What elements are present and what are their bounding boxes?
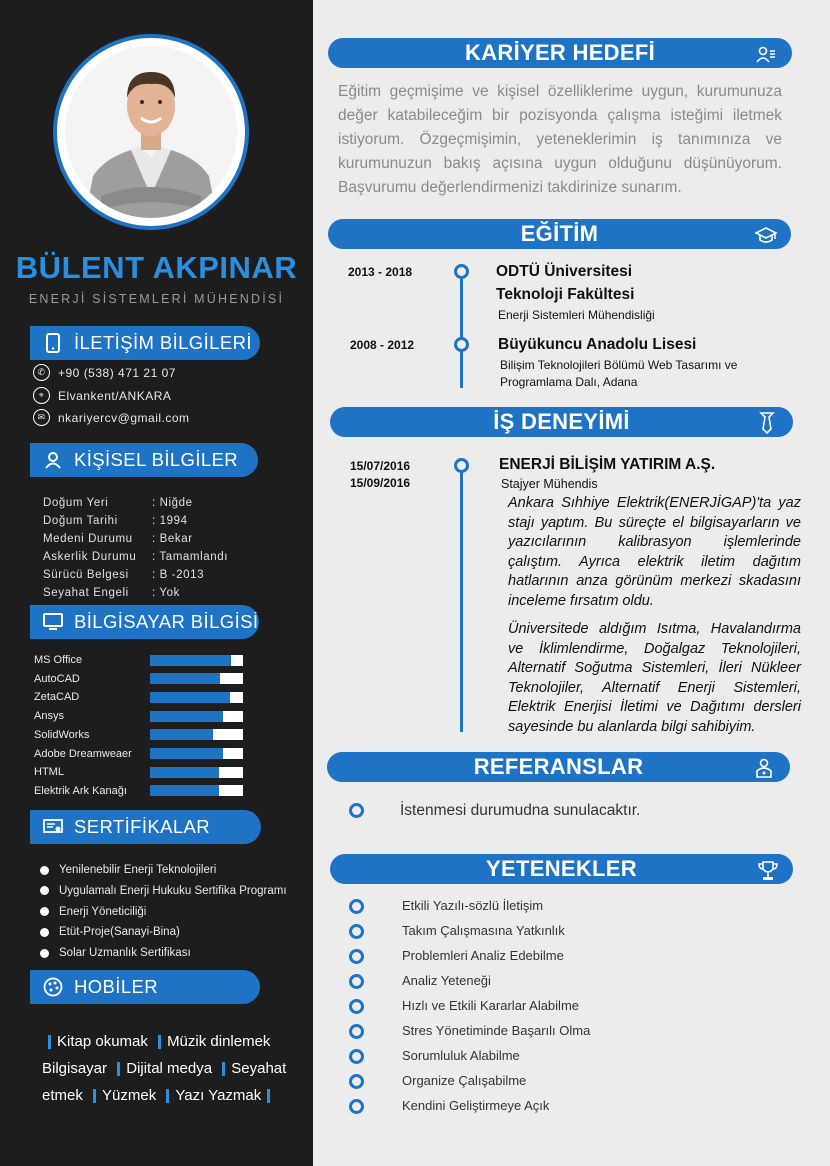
skill-level-bar <box>150 785 243 796</box>
ability-item: Problemleri Analiz Edebilme <box>402 948 564 963</box>
ability-item: Hızlı ve Etkili Kararlar Alabilme <box>402 998 579 1013</box>
skill-level-fill <box>150 767 219 778</box>
profile-photo-frame <box>53 34 249 230</box>
certificate-item: Enerji Yöneticiliği <box>40 906 146 918</box>
skill-level-fill <box>150 785 219 796</box>
skill-level-fill <box>150 673 220 684</box>
ability-item: Kendini Geliştirmeye Açık <box>402 1098 550 1113</box>
computer-skill-row <box>34 729 243 741</box>
phone-call-icon: ✆ <box>33 364 50 381</box>
personal-row: Doğum Tarihi : 1994 <box>43 515 188 527</box>
job-title: ENERJİ SİSTEMLERİ MÜHENDİSİ <box>28 292 285 306</box>
contact-phone: ✆ +90 (538) 471 21 07 <box>33 364 176 381</box>
certificate-item: Solar Uzmanlık Sertifikası <box>40 947 191 959</box>
skill-level-fill <box>150 655 231 666</box>
separator <box>117 1062 120 1076</box>
hobby-item: Bilgisayar <box>42 1060 108 1077</box>
email-icon: ✉ <box>33 409 50 426</box>
bullet-icon <box>40 886 49 895</box>
hobby-item: Kitap okumak <box>57 1033 148 1050</box>
hobby-item: Dijital medya <box>126 1060 213 1077</box>
bullet-icon <box>40 928 49 937</box>
skill-name: SolidWorks <box>34 728 90 741</box>
personal-row: Doğum Yeri : Niğde <box>43 497 193 509</box>
skill-level-fill <box>150 748 223 759</box>
timeline-node <box>454 337 469 352</box>
separator <box>166 1089 169 1103</box>
ability-item: Sorumluluk Alabilme <box>402 1048 520 1063</box>
personal-row: Askerlik Durumu : Tamamlandı <box>43 551 229 563</box>
separator <box>93 1089 96 1103</box>
school-department: Bilişim Teknolojileri Bölümü Web Tasarımı ve Programlama Dalı, Adana <box>500 358 738 389</box>
experience-end: 15/09/2016 <box>350 476 411 490</box>
skill-level-bar <box>150 655 243 666</box>
school-department: Enerji Sistemleri Mühendisliği <box>498 308 655 322</box>
timeline-node <box>454 264 469 279</box>
timeline-node <box>454 458 469 473</box>
hobbies-heading: HOBİLER <box>30 970 260 1004</box>
education-dates: 2008 - 2012 <box>350 338 415 352</box>
graduation-cap-icon <box>755 224 775 244</box>
job-role: Stajyer Mühendis <box>501 477 598 491</box>
education-dates: 2013 - 2018 <box>348 265 413 279</box>
skill-name: ZetaCAD <box>34 691 80 704</box>
skill-level-fill <box>150 711 223 722</box>
company-name: ENERJİ BİLİŞİM YATIRIM A.Ş. <box>499 456 716 473</box>
palette-icon <box>42 976 64 998</box>
contact-email[interactable]: ✉ nkariyercv@gmail.com <box>33 409 190 426</box>
computer-skill-row <box>34 654 243 666</box>
contact-heading: İLETİŞİM BİLGİLERİ <box>30 326 260 360</box>
ability-bullet <box>349 974 364 989</box>
ability-bullet <box>349 1024 364 1039</box>
location-pin-icon: ⌖ <box>33 387 50 404</box>
contact-address: ⌖ Elvankent/ANKARA <box>33 387 171 404</box>
separator <box>222 1062 225 1076</box>
ability-item: Takım Çalışmasına Yatkınlık <box>402 923 565 938</box>
experience-timeline <box>460 462 463 732</box>
ability-bullet <box>349 1074 364 1089</box>
education-heading: EĞİTİM <box>328 219 791 249</box>
necktie-icon <box>757 412 777 432</box>
skill-level-fill <box>150 692 230 703</box>
hobby-item: Müzik dinlemek <box>167 1033 271 1050</box>
skill-level-bar <box>150 692 243 703</box>
reference-person-icon <box>754 757 774 777</box>
computer-skill-row <box>34 673 243 685</box>
reference-bullet <box>349 803 364 818</box>
bullet-icon <box>40 949 49 958</box>
skill-level-bar <box>150 748 243 759</box>
ability-bullet <box>349 924 364 939</box>
skill-name: Ansys <box>34 710 64 723</box>
hobby-item: Yüzmek <box>102 1087 157 1104</box>
experience-paragraph: Ankara Sıhhiye Elektrik(ENERJİGAP)'ta yaz stajı yaptım. Bu süreçte el bilgisayarların ve yazıcılarının kalibrasyon işlemlerinde çalıştım. Ayrıca elektrik iletim dağıtım hatlarının anza görünüm merkezi skadasını inceleme fırsatım oldu. <box>508 495 801 609</box>
references-heading: REFERANSLAR <box>327 752 790 782</box>
sidebar <box>0 0 313 1166</box>
user-list-icon <box>756 43 776 63</box>
personal-row: Medeni Durumu : Bekar <box>43 533 193 545</box>
skill-name: AutoCAD <box>34 672 80 685</box>
ability-bullet <box>349 999 364 1014</box>
skill-name: MS Office <box>34 654 83 666</box>
references-text: İstenmesi durumudna sunulacaktır. <box>400 802 641 819</box>
full-name: BÜLENT AKPINAR <box>15 250 298 285</box>
school-faculty: Teknoloji Fakültesi <box>496 286 635 303</box>
certificate-icon <box>42 816 64 838</box>
personal-row: Seyahat Engeli : Yok <box>43 587 180 599</box>
ability-item: Organize Çalışabilme <box>402 1073 527 1088</box>
experience-heading: İŞ DENEYİMİ <box>330 407 793 437</box>
bullet-icon <box>40 866 49 875</box>
experience-start: 15/07/2016 <box>350 459 411 473</box>
skill-level-bar <box>150 729 243 740</box>
computer-skill-row <box>34 748 243 760</box>
skill-name: Elektrik Ark Kanağı <box>34 784 127 797</box>
certificate-item: Etüt-Proje(Sanayi-Bina) <box>40 926 180 938</box>
bullet-icon <box>40 907 49 916</box>
personal-heading: KİŞİSEL BİLGİLER <box>30 443 258 477</box>
objective-text: Eğitim geçmişime ve kişisel özelliklerime uygun, kurumunuza değer katabileceğim bir pozisyonda çalışma isteğimi iletmek istiyorum. Özgeçmişimin, yeteneklerimin iş tanımınıza ve kurumunuzun bakış açısına uygun olduğunu düşünüyorum. Başvurumu değerlendirmenizi takdirinize sunarım. <box>338 83 782 196</box>
skill-level-bar <box>150 673 243 684</box>
objective-heading: KARİYER HEDEFİ <box>328 38 792 68</box>
skill-name: Adobe Dreamweaer <box>34 747 132 760</box>
certificate-item: Yenilenebilir Enerji Teknolojileri <box>40 864 216 876</box>
profile-photo <box>65 46 237 218</box>
education-timeline <box>460 268 463 388</box>
ability-bullet <box>349 1049 364 1064</box>
certificates-heading: SERTİFİKALAR <box>30 810 261 844</box>
ability-bullet <box>349 949 364 964</box>
monitor-icon <box>42 611 64 633</box>
skill-level-bar <box>150 711 243 722</box>
computer-heading: BİLGİSAYAR BİLGİSİ <box>30 605 259 639</box>
separator <box>267 1089 270 1103</box>
skill-level-fill <box>150 729 213 740</box>
ability-bullet <box>349 1099 364 1114</box>
computer-skill-row <box>34 710 243 722</box>
ability-item: Etkili Yazılı-sözlü İletişim <box>402 898 544 913</box>
computer-skill-row <box>34 766 243 778</box>
computer-skill-row <box>34 691 243 703</box>
school-name: ODTÜ Üniversitesi <box>496 263 633 280</box>
hobby-item: Seyahat etmek <box>42 1060 287 1104</box>
skill-level-bar <box>150 767 243 778</box>
computer-skill-row <box>34 785 243 797</box>
ability-item: Analiz Yeteneği <box>402 973 491 988</box>
user-icon <box>42 449 64 471</box>
ability-bullet <box>349 899 364 914</box>
abilities-heading: YETENEKLER <box>330 854 793 884</box>
hobbies-list <box>42 1028 300 1109</box>
hobby-item: Yazı Yazmak <box>175 1087 262 1104</box>
personal-row: Sürücü Belgesi : B -2013 <box>43 569 205 581</box>
separator <box>48 1035 51 1049</box>
phone-icon <box>42 332 64 354</box>
experience-paragraph: Üniversitede aldığım Isıtma, Havalandırma ve İklimlendirme, Doğalgaz Teknolojileri, Alternatif Soğutma Sistemleri, İleri Nükleer Teknolojiler, Alternatif Enerji Sistemleri, Elektrik Enerjisi İletimi ve Dağıtımı dersleri sayesinde bu alanlarda bilgi sahibiyim. <box>508 621 801 735</box>
certificate-item: Uygulamalı Enerji Hukuku Sertifika Programı <box>40 885 287 897</box>
school-name: Büyükuncu Anadolu Lisesi <box>498 336 697 353</box>
trophy-icon <box>757 859 777 879</box>
separator <box>158 1035 161 1049</box>
skill-name: HTML <box>34 766 64 779</box>
ability-item: Stres Yönetiminde Başarılı Olma <box>402 1023 591 1038</box>
